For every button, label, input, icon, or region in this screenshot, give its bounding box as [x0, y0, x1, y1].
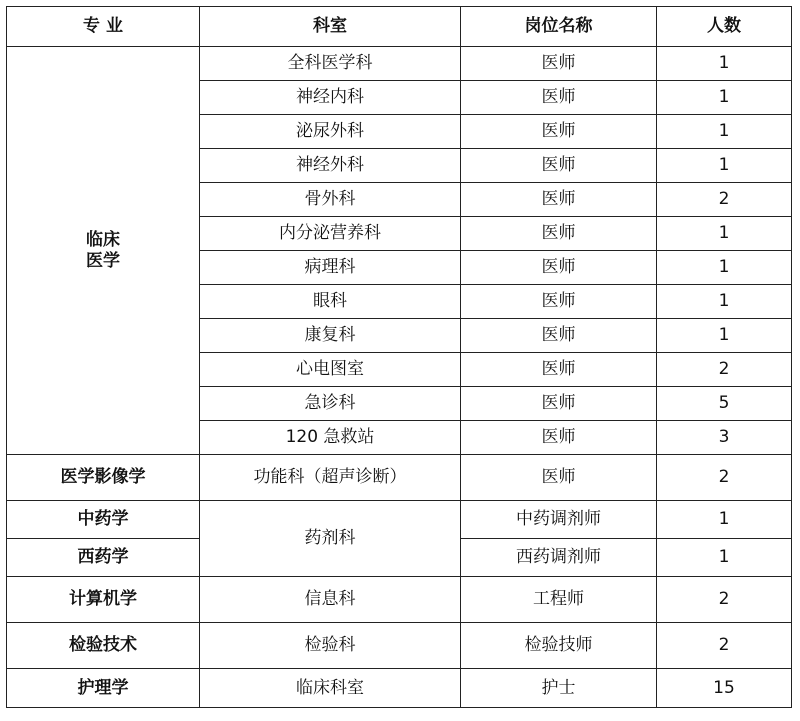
count-cell: 1 — [657, 539, 792, 577]
department-cell: 心电图室 — [200, 353, 461, 387]
position-cell: 医师 — [461, 115, 657, 149]
count-cell: 1 — [657, 217, 792, 251]
table-row — [7, 47, 792, 81]
position-cell: 护士 — [461, 669, 657, 708]
header-major: 专 业 — [7, 7, 200, 47]
department-cell: 临床科室 — [200, 669, 461, 708]
header-position: 岗位名称 — [461, 7, 657, 47]
major-cell-computing: 计算机学 — [7, 577, 200, 623]
department-cell: 全科医学科 — [200, 47, 461, 81]
department-cell: 功能科（超声诊断） — [200, 455, 461, 501]
count-cell: 15 — [657, 669, 792, 708]
department-cell: 120 急救站 — [200, 421, 461, 455]
position-cell: 医师 — [461, 319, 657, 353]
major-cell-clinical — [7, 47, 200, 455]
position-cell: 医师 — [461, 149, 657, 183]
position-cell: 医师 — [461, 421, 657, 455]
department-cell: 病理科 — [200, 251, 461, 285]
department-cell: 急诊科 — [200, 387, 461, 421]
department-cell: 信息科 — [200, 577, 461, 623]
position-cell: 医师 — [461, 387, 657, 421]
position-cell: 医师 — [461, 353, 657, 387]
count-cell: 5 — [657, 387, 792, 421]
position-cell: 医师 — [461, 251, 657, 285]
count-cell: 1 — [657, 115, 792, 149]
count-cell: 3 — [657, 421, 792, 455]
major-clinical-line2: 医学 — [86, 250, 120, 271]
table-row-lab — [7, 623, 792, 669]
count-cell: 2 — [657, 623, 792, 669]
major-clinical-line1: 临床 — [86, 230, 120, 251]
major-cell-chinese-pharmacy: 中药学 — [7, 501, 200, 539]
position-cell: 工程师 — [461, 577, 657, 623]
position-cell: 中药调剂师 — [461, 501, 657, 539]
position-cell: 医师 — [461, 47, 657, 81]
major-cell-imaging: 医学影像学 — [7, 455, 200, 501]
department-cell: 泌尿外科 — [200, 115, 461, 149]
department-cell: 检验科 — [200, 623, 461, 669]
count-cell: 2 — [657, 353, 792, 387]
major-cell-lab: 检验技术 — [7, 623, 200, 669]
table-row-pharmacy-chinese — [7, 501, 792, 539]
header-row — [7, 7, 792, 47]
count-cell: 1 — [657, 319, 792, 353]
position-cell: 医师 — [461, 455, 657, 501]
position-cell: 西药调剂师 — [461, 539, 657, 577]
recruitment-table — [6, 6, 792, 708]
department-cell: 神经外科 — [200, 149, 461, 183]
header-count: 人数 — [657, 7, 792, 47]
count-cell: 1 — [657, 81, 792, 115]
department-cell: 内分泌营养科 — [200, 217, 461, 251]
department-cell: 康复科 — [200, 319, 461, 353]
count-cell: 1 — [657, 149, 792, 183]
department-cell: 眼科 — [200, 285, 461, 319]
header-department: 科室 — [200, 7, 461, 47]
position-cell: 医师 — [461, 81, 657, 115]
department-cell-pharmacy: 药剂科 — [200, 501, 461, 577]
table-row-computing — [7, 577, 792, 623]
count-cell: 1 — [657, 251, 792, 285]
count-cell: 1 — [657, 501, 792, 539]
department-cell: 神经内科 — [200, 81, 461, 115]
count-cell: 2 — [657, 455, 792, 501]
position-cell: 医师 — [461, 285, 657, 319]
count-cell: 2 — [657, 183, 792, 217]
table-row-nursing — [7, 669, 792, 708]
table-row-imaging — [7, 455, 792, 501]
position-cell: 医师 — [461, 217, 657, 251]
major-cell-western-pharmacy: 西药学 — [7, 539, 200, 577]
position-cell: 检验技师 — [461, 623, 657, 669]
count-cell: 1 — [657, 47, 792, 81]
position-cell: 医师 — [461, 183, 657, 217]
department-cell: 骨外科 — [200, 183, 461, 217]
major-cell-nursing: 护理学 — [7, 669, 200, 708]
count-cell: 1 — [657, 285, 792, 319]
count-cell: 2 — [657, 577, 792, 623]
